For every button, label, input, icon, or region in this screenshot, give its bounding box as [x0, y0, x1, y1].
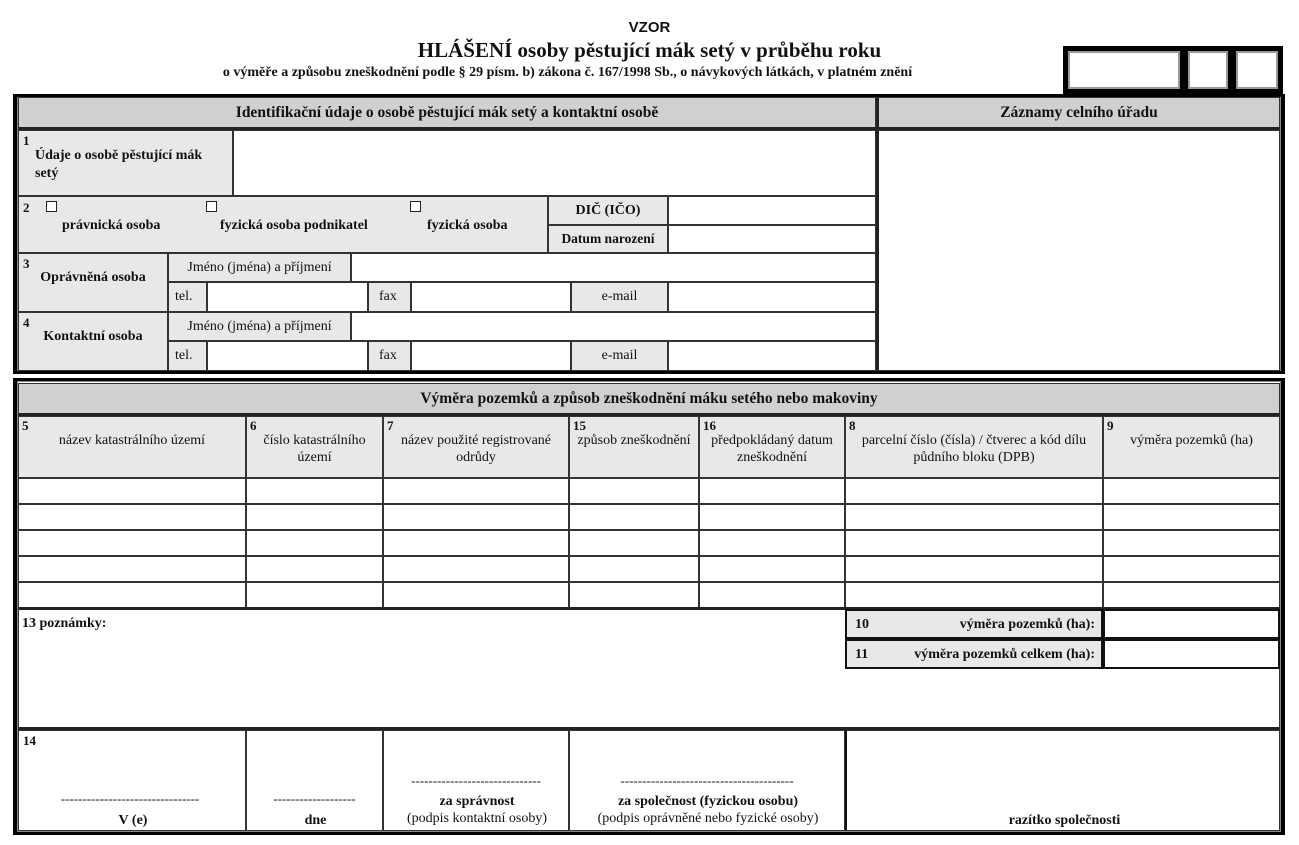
table-cell[interactable]	[699, 478, 845, 504]
table-cell[interactable]	[569, 582, 699, 608]
column-header	[18, 416, 246, 478]
signatures-number: 14	[23, 733, 36, 748]
notes-label: 13 poznámky:	[22, 616, 107, 631]
total10-number: 10	[855, 617, 869, 632]
option-legal-entity-label: právnická osoba	[62, 218, 161, 233]
table-cell[interactable]	[1103, 556, 1280, 582]
checkbox-legal-entity[interactable]	[46, 201, 57, 212]
table-cell[interactable]	[845, 478, 1103, 504]
identification-header	[18, 97, 876, 130]
table-cell[interactable]	[246, 504, 383, 530]
birth-date-input[interactable]	[668, 225, 876, 253]
area-header	[18, 383, 1280, 416]
authorized-tel-input[interactable]	[207, 282, 368, 312]
company-sublabel: (podpis oprávněné nebo fyzické osoby)	[597, 811, 819, 826]
row1-label-cell	[18, 130, 233, 196]
contact-tel-label: tel.	[168, 341, 207, 371]
customs-header	[876, 97, 1280, 130]
form-title: HLÁŠENÍ osoby pěstující mák setý v průběhu roku	[417, 38, 882, 62]
table-cell[interactable]	[383, 582, 569, 608]
table-cell[interactable]	[845, 582, 1103, 608]
customs-header-text: Záznamy celního úřadu	[1000, 103, 1158, 121]
row1-number: 1	[23, 133, 30, 148]
table-cell[interactable]	[569, 478, 699, 504]
company-signature-line: ----------------------------------------	[620, 773, 794, 788]
column-label: předpokládaný datum zneškodnění	[711, 433, 833, 465]
row1-label: Údaje o osobě pěstující mák setý	[35, 148, 203, 181]
table-cell[interactable]	[569, 556, 699, 582]
column-label: způsob zneškodnění	[577, 433, 691, 448]
table-cell[interactable]	[18, 504, 246, 530]
table-cell[interactable]	[569, 504, 699, 530]
table-cell[interactable]	[18, 478, 246, 504]
customs-records-area[interactable]	[876, 130, 1280, 371]
row4-number: 4	[23, 315, 30, 330]
correctness-label: za správnost	[439, 794, 515, 809]
table-cell[interactable]	[845, 556, 1103, 582]
column-header	[699, 416, 845, 478]
identification-grid	[18, 97, 1280, 371]
contact-person-label: Kontaktní osoba	[43, 329, 143, 344]
column-label: název katastrálního území	[58, 433, 206, 448]
table-cell[interactable]	[699, 530, 845, 556]
stamp-label: razítko společnosti	[1008, 813, 1121, 828]
code-boxes	[1063, 46, 1283, 94]
column-number: 8	[849, 418, 856, 433]
total11-input[interactable]	[1103, 639, 1280, 669]
table-cell[interactable]	[1103, 478, 1280, 504]
row2-number: 2	[23, 200, 30, 215]
column-number: 5	[22, 418, 29, 433]
sample-label: VZOR	[628, 19, 671, 36]
column-label: název použité registrované odrůdy	[400, 433, 552, 465]
code-box-3[interactable]	[1236, 51, 1278, 89]
table-cell[interactable]	[699, 556, 845, 582]
option-natural-person-label: fyzická osoba	[427, 218, 508, 233]
grower-details-input[interactable]	[233, 130, 876, 196]
contact-tel-input[interactable]	[207, 341, 368, 371]
place-cell[interactable]	[18, 730, 246, 831]
authorized-email-label: e-mail	[571, 282, 668, 312]
column-header	[569, 416, 699, 478]
company-label: za společnost (fyzickou osobu)	[617, 794, 799, 809]
authorized-tel-label: tel.	[168, 282, 207, 312]
contact-email-label: e-mail	[571, 341, 668, 371]
code-box-2[interactable]	[1188, 51, 1228, 89]
table-cell[interactable]	[1103, 530, 1280, 556]
table-cell[interactable]	[845, 530, 1103, 556]
authorized-fax-input[interactable]	[411, 282, 571, 312]
column-number: 16	[703, 418, 716, 433]
table-cell[interactable]	[569, 530, 699, 556]
column-number: 7	[387, 418, 394, 433]
contact-fax-input[interactable]	[411, 341, 571, 371]
column-label: číslo katastrálního území	[263, 433, 366, 465]
column-label: výměra pozemků (ha)	[1130, 433, 1253, 448]
correctness-signature-cell[interactable]	[383, 730, 569, 831]
person-type-cell	[18, 196, 548, 253]
total10-label-cell	[845, 609, 1103, 639]
table-cell[interactable]	[1103, 504, 1280, 530]
column-header	[383, 416, 569, 478]
form-subtitle: o výměře a způsobu zneškodnění podle § 29 písm. b) zákona č. 167/1998 Sb., o návykových látkách, v platném znění	[222, 65, 913, 80]
correctness-sublabel: (podpis kontaktní osoby)	[407, 811, 547, 826]
identification-header-text: Identifikační údaje o osobě pěstující mák setý a kontaktní osobě	[235, 103, 659, 121]
table-cell[interactable]	[246, 530, 383, 556]
dic-label: DIČ (IČO)	[548, 196, 668, 225]
table-cell[interactable]	[699, 582, 845, 608]
total11-number: 11	[855, 647, 869, 662]
area-header-text: Výměra pozemků a způsob zneškodnění máku setého nebo makoviny	[420, 389, 878, 407]
place-signature-line: --------------------------------	[60, 791, 200, 806]
company-signature-cell[interactable]	[569, 730, 845, 831]
authorized-email-input[interactable]	[668, 282, 876, 312]
table-cell[interactable]	[246, 582, 383, 608]
column-header	[1103, 416, 1280, 478]
authorized-name-input[interactable]	[351, 253, 876, 282]
table-cell[interactable]	[699, 504, 845, 530]
dic-input[interactable]	[668, 196, 876, 225]
checkbox-entrepreneur[interactable]	[206, 201, 217, 212]
table-cell[interactable]	[383, 556, 569, 582]
contact-email-input[interactable]	[668, 341, 876, 371]
column-number: 9	[1107, 418, 1114, 433]
date-label: dne	[304, 813, 327, 828]
row4-label-cell	[18, 312, 168, 371]
authorized-person-label: Oprávněná osoba	[40, 270, 146, 285]
stamp-cell[interactable]	[845, 730, 1280, 831]
table-cell[interactable]	[383, 478, 569, 504]
column-number: 6	[250, 418, 257, 433]
column-header	[246, 416, 383, 478]
contact-fax-label: fax	[368, 341, 411, 371]
row3-label-cell	[18, 253, 168, 312]
authorized-fax-label: fax	[368, 282, 411, 312]
birth-date-label: Datum narození	[548, 225, 668, 253]
total11-label: výměra pozemků celkem (ha):	[914, 647, 1095, 662]
option-entrepreneur-label: fyzická osoba podnikatel	[220, 218, 368, 233]
total11-label-cell	[845, 639, 1103, 669]
column-number: 15	[573, 418, 586, 433]
column-label: parcelní číslo (čísla) / čtverec a kód dílu půdního bloku (DPB)	[861, 433, 1087, 465]
table-cell[interactable]	[18, 582, 246, 608]
table-cell[interactable]	[383, 530, 569, 556]
table-cell[interactable]	[1103, 582, 1280, 608]
area-grid	[18, 383, 1280, 831]
row3-number: 3	[23, 256, 30, 271]
contact-name-label: Jméno (jména) a příjmení	[168, 312, 351, 341]
column-header	[845, 416, 1103, 478]
total10-input[interactable]	[1103, 609, 1280, 639]
table-cell[interactable]	[18, 530, 246, 556]
table-cell[interactable]	[383, 504, 569, 530]
table-cell[interactable]	[845, 504, 1103, 530]
contact-name-input[interactable]	[351, 312, 876, 341]
code-box-1[interactable]	[1068, 51, 1180, 89]
correctness-signature-line: ------------------------------	[411, 773, 541, 788]
date-signature-line: -------------------	[273, 791, 356, 806]
total10-label: výměra pozemků (ha):	[959, 617, 1095, 632]
table-cell[interactable]	[18, 556, 246, 582]
table-cell[interactable]	[246, 556, 383, 582]
date-cell[interactable]	[246, 730, 383, 831]
table-cell[interactable]	[246, 478, 383, 504]
place-label: V (e)	[118, 813, 148, 828]
authorized-name-label: Jméno (jména) a příjmení	[168, 253, 351, 282]
checkbox-natural-person[interactable]	[410, 201, 421, 212]
